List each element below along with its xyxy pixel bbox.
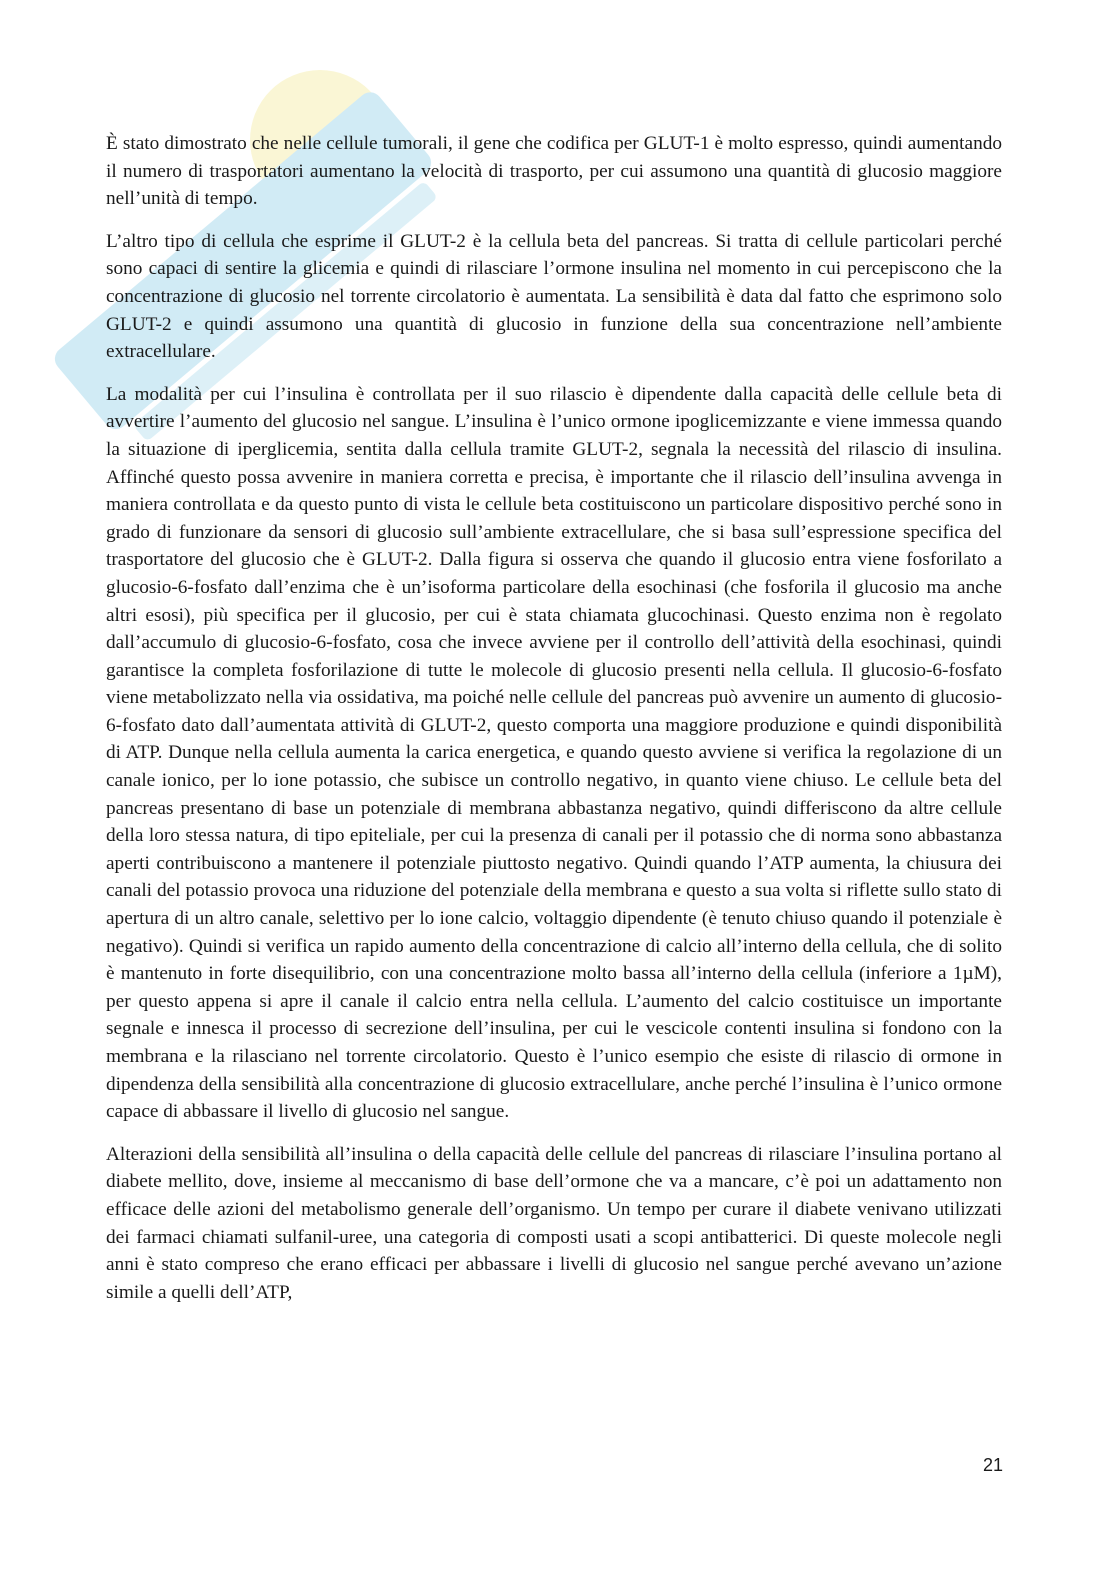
paragraph-diabetes: Alterazioni della sensibilità all’insulina o della capacità delle cellule del pancreas di rilasciare l’insulina portano al diabete mellito, dove, insieme al meccanismo di base dell’ormone che va a mancare, c’è poi un adattamento non efficace delle azioni del metabolismo generale dell’organismo. Un tempo per curare il diabete venivano utilizzati dei farmaci chiamati sulfanil-uree, una categoria di composti usati a scopi antibatterici. Di queste molecole negli anni è stato compreso che erano efficaci per abbassare i livelli di glucosio nel sangue perché avevano un’azione simile a quelli dell’ATP, — [106, 1143, 1002, 1303]
paragraph-insulin-release: La modalità per cui l’insulina è controllata per il suo rilascio è dipendente dalla capacità delle cellule beta di avvertire l’aumento del glucosio nel sangue. L’insulina è l’unico ormone ipoglicemizzante e viene immessa quando la situazione di iperglicemia, sentita dalla cellula tramite GLUT-2, segnala la necessità del rilascio di insulina. Affinché questo possa avvenire in maniera corretta e precisa, è importante che il rilascio dell’insulina avvenga in maniera controllata e da questo punto di vista le cellule beta costituiscono un particolare dispositivo perché sono in grado di funzionare da sensori di glucosio sull’ambiente extracellulare, che si basa sull’espressione specifica del trasportatore del glucosio che è GLUT-2. Dalla figura si osserva che quando il glucosio entra viene fosforilato a glucosio-6-fosfato dall’enzima che è un’isoforma particolare della esochinasi (che fosforila il glucosio ma anche altri esosi), più specifica per il glucosio, per cui è stata chiamata glucochinasi. Questo enzima non è regolato dall’accumulo di glucosio-6-fosfato, cosa che invece avviene per il controllo dell’attività della esochinasi, quindi garantisce la completa fosforilazione di tutte le molecole di glucosio presenti nella cellula. Il glucosio-6-fosfato viene metabolizzato nella via ossidativa, ma poiché nelle cellule del pancreas può avvenire un aumento di glucosio-6-fosfato dato dall’aumentata attività di GLUT-2, questo comporta una maggiore produzione e quindi disponibilità di ATP. Dunque nella cellula aumenta la carica energetica, e quando questo avviene si verifica la regolazione di un canale ionico, per lo ione potassio, che subisce un controllo negativo, in quanto viene chiuso. Le cellule beta del pancreas presentano di base un potenziale di membrana abbastanza negativo, quindi differiscono da altre cellule della loro stessa natura, di tipo epiteliale, per cui la presenza di canali per il potassio che di norma sono abbastanza aperti contribuiscono a mantenere il potenziale piuttosto negativo. Quindi quando l’ATP aumenta, la chiusura dei canali del potassio provoca una riduzione del potenziale della membrana e questo a sua volta si riflette sullo stato di apertura di un altro canale, selettivo per lo ione calcio, voltaggio dipendente (è tenuto chiuso quando il potenziale è negativo). Quindi si verifica un rapido aumento della concentrazione di calcio all’interno della cellula, che di solito è mantenuto in forte disequilibrio, con una concentrazione molto bassa all’interno della cellula (inferiore a 1µM), per questo appena si apre il canale il calcio entra nella cellula. L’aumento del calcio costituisce un importante segnale e innesca il processo di secrezione dell’insulina, per cui le vescicole contenti insulina si fondono con la membrana e la rilasciano nel torrente circolatorio. Questo è l’unico esempio che esiste di rilascio di ormone in dipendenza della sensibilità alla concentrazione di glucosio extracellulare, anche perché l’insulina è l’unico ormone capace di abbassare il livello di glucosio nel sangue. — [106, 383, 1002, 1123]
document-body — [106, 130, 1002, 1321]
page-number: 21 — [982, 1455, 1003, 1475]
paragraph-glut2-beta-cell: L’altro tipo di cellula che esprime il GLUT-2 è la cellula beta del pancreas. Si tratta di cellule particolari perché sono capaci di sentire la glicemia e quindi di rilasciare l’ormone insulina nel momento in cui percepiscono che la concentrazione di glucosio nel torrente circolatorio è aumentata. La sensibilità è data dal fatto che esprimono solo GLUT-2 e quindi assumono una quantità di glucosio in funzione della sua concentrazione nell’ambiente extracellulare. — [106, 230, 1002, 363]
paragraph-glut1-tumor: È stato dimostrato che nelle cellule tumorali, il gene che codifica per GLUT-1 è molto espresso, quindi aumentando il numero di trasportatori aumentano la velocità di trasporto, per cui assumono una quantità di glucosio maggiore nell’unità di tempo. — [106, 133, 1002, 210]
